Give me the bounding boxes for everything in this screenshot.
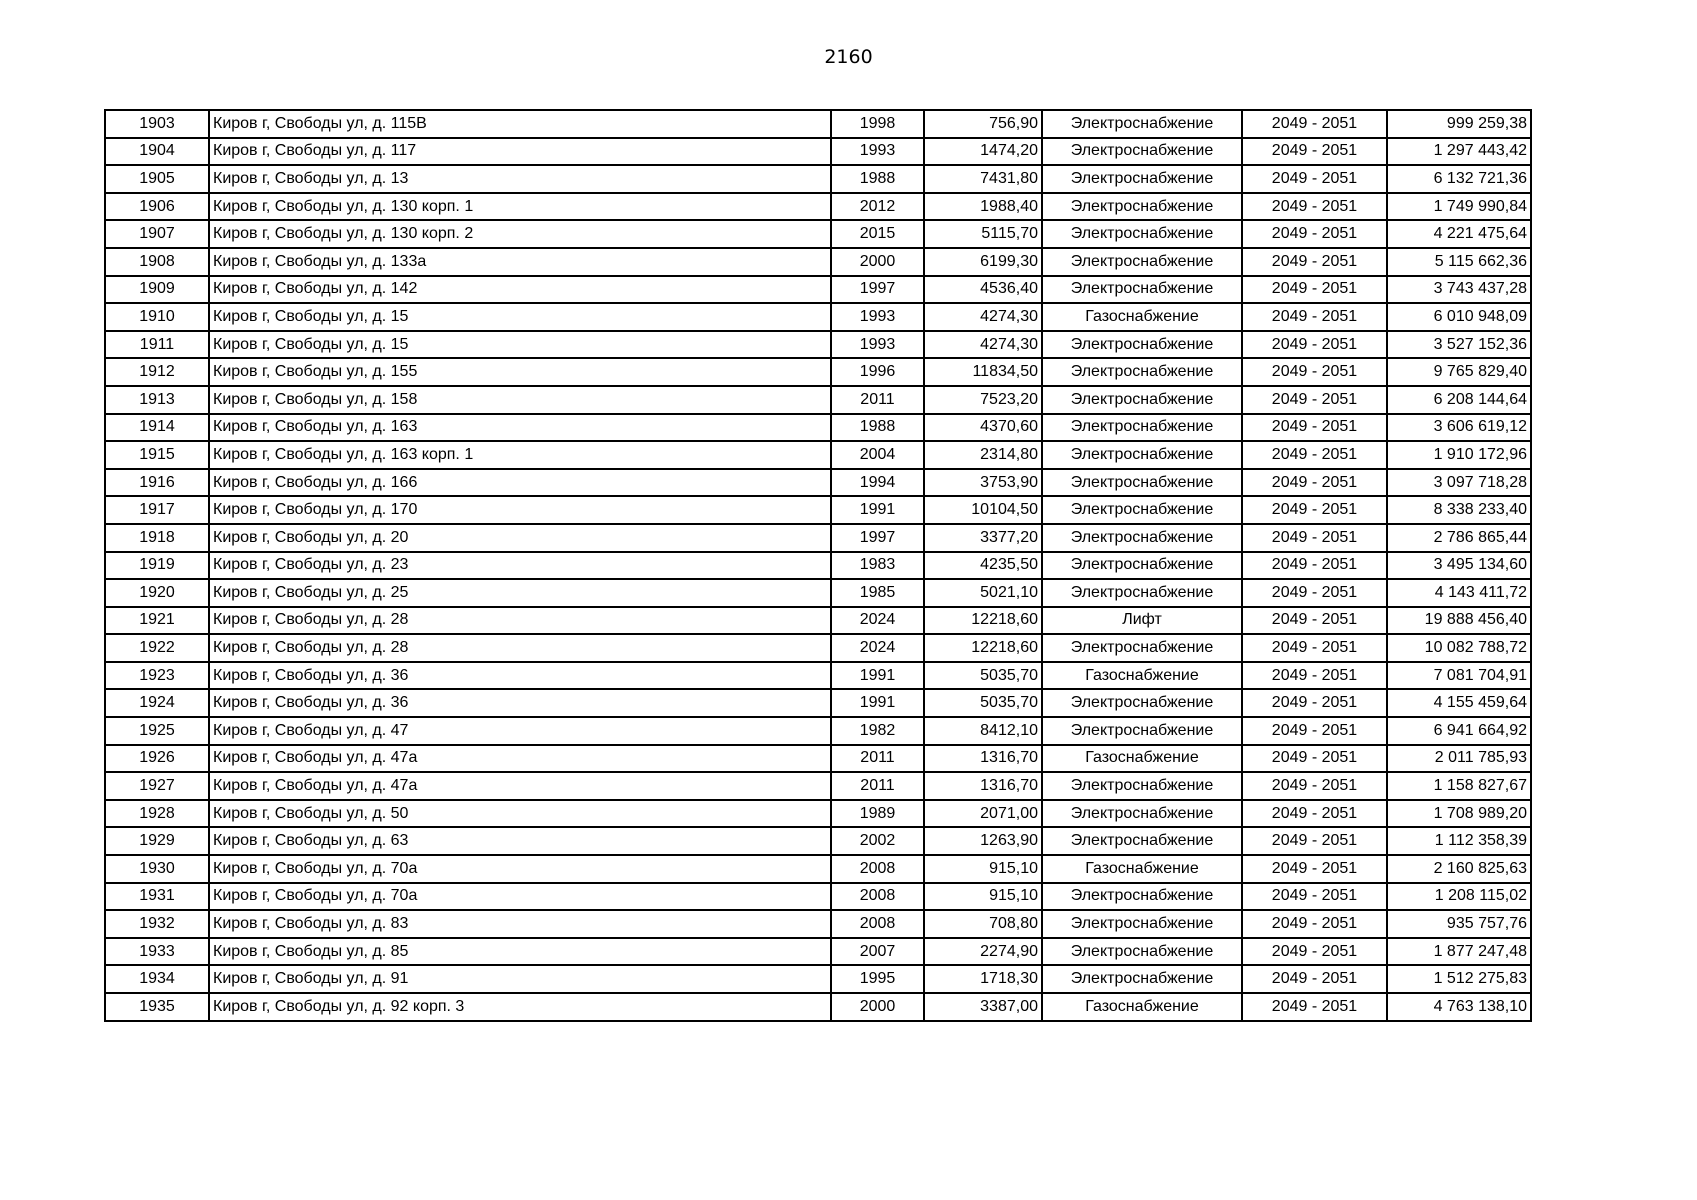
cost-cell: 7 081 704,91 — [1387, 662, 1531, 690]
row-number-cell: 1931 — [105, 883, 209, 911]
address-cell: Киров г, Свободы ул, д. 130 корп. 1 — [209, 193, 831, 221]
area-cell: 1316,70 — [924, 772, 1042, 800]
area-cell: 2071,00 — [924, 800, 1042, 828]
row-number-cell: 1904 — [105, 138, 209, 166]
year-cell: 2024 — [831, 634, 924, 662]
service-cell: Электроснабжение — [1042, 165, 1242, 193]
area-cell: 1718,30 — [924, 965, 1042, 993]
cost-cell: 4 763 138,10 — [1387, 993, 1531, 1021]
period-cell: 2049 - 2051 — [1242, 358, 1387, 386]
service-cell: Электроснабжение — [1042, 138, 1242, 166]
area-cell: 11834,50 — [924, 358, 1042, 386]
address-cell: Киров г, Свободы ул, д. 23 — [209, 552, 831, 580]
address-cell: Киров г, Свободы ул, д. 163 корп. 1 — [209, 441, 831, 469]
row-number-cell: 1935 — [105, 993, 209, 1021]
table-row — [105, 441, 1531, 469]
cost-cell: 1 749 990,84 — [1387, 193, 1531, 221]
cost-cell: 6 132 721,36 — [1387, 165, 1531, 193]
service-cell: Электроснабжение — [1042, 496, 1242, 524]
table-row — [105, 414, 1531, 442]
area-cell: 3753,90 — [924, 469, 1042, 497]
year-cell: 1988 — [831, 165, 924, 193]
year-cell: 1988 — [831, 414, 924, 442]
row-number-cell: 1912 — [105, 358, 209, 386]
address-cell: Киров г, Свободы ул, д. 15 — [209, 331, 831, 359]
period-cell: 2049 - 2051 — [1242, 220, 1387, 248]
area-cell: 10104,50 — [924, 496, 1042, 524]
table-row — [105, 496, 1531, 524]
cost-cell: 9 765 829,40 — [1387, 358, 1531, 386]
address-cell: Киров г, Свободы ул, д. 83 — [209, 910, 831, 938]
table-row — [105, 993, 1531, 1021]
cost-cell: 6 941 664,92 — [1387, 717, 1531, 745]
year-cell: 2002 — [831, 827, 924, 855]
service-cell: Электроснабжение — [1042, 469, 1242, 497]
area-cell: 7523,20 — [924, 386, 1042, 414]
table-row — [105, 579, 1531, 607]
cost-cell: 6 208 144,64 — [1387, 386, 1531, 414]
service-cell: Газоснабжение — [1042, 855, 1242, 883]
service-cell: Электроснабжение — [1042, 827, 1242, 855]
address-cell: Киров г, Свободы ул, д. 170 — [209, 496, 831, 524]
service-cell: Электроснабжение — [1042, 110, 1242, 138]
period-cell: 2049 - 2051 — [1242, 745, 1387, 773]
area-cell: 4235,50 — [924, 552, 1042, 580]
table-row — [105, 303, 1531, 331]
table-row — [105, 745, 1531, 773]
service-cell: Электроснабжение — [1042, 689, 1242, 717]
cost-cell: 3 743 437,28 — [1387, 276, 1531, 304]
service-cell: Газоснабжение — [1042, 745, 1242, 773]
service-cell: Электроснабжение — [1042, 220, 1242, 248]
address-cell: Киров г, Свободы ул, д. 47а — [209, 745, 831, 773]
period-cell: 2049 - 2051 — [1242, 662, 1387, 690]
address-cell: Киров г, Свободы ул, д. 47 — [209, 717, 831, 745]
cost-cell: 1 112 358,39 — [1387, 827, 1531, 855]
table-row — [105, 800, 1531, 828]
row-number-cell: 1924 — [105, 689, 209, 717]
address-cell: Киров г, Свободы ул, д. 142 — [209, 276, 831, 304]
row-number-cell: 1914 — [105, 414, 209, 442]
address-cell: Киров г, Свободы ул, д. 28 — [209, 634, 831, 662]
row-number-cell: 1920 — [105, 579, 209, 607]
cost-cell: 1 512 275,83 — [1387, 965, 1531, 993]
service-cell: Электроснабжение — [1042, 331, 1242, 359]
address-cell: Киров г, Свободы ул, д. 166 — [209, 469, 831, 497]
period-cell: 2049 - 2051 — [1242, 883, 1387, 911]
year-cell: 2008 — [831, 883, 924, 911]
service-cell: Электроснабжение — [1042, 965, 1242, 993]
address-cell: Киров г, Свободы ул, д. 158 — [209, 386, 831, 414]
service-cell: Электроснабжение — [1042, 883, 1242, 911]
row-number-cell: 1921 — [105, 607, 209, 635]
period-cell: 2049 - 2051 — [1242, 938, 1387, 966]
period-cell: 2049 - 2051 — [1242, 717, 1387, 745]
area-cell: 7431,80 — [924, 165, 1042, 193]
period-cell: 2049 - 2051 — [1242, 772, 1387, 800]
cost-cell: 4 143 411,72 — [1387, 579, 1531, 607]
area-cell: 2314,80 — [924, 441, 1042, 469]
address-cell: Киров г, Свободы ул, д. 130 корп. 2 — [209, 220, 831, 248]
row-number-cell: 1922 — [105, 634, 209, 662]
cost-cell: 999 259,38 — [1387, 110, 1531, 138]
year-cell: 1997 — [831, 276, 924, 304]
row-number-cell: 1930 — [105, 855, 209, 883]
service-cell: Электроснабжение — [1042, 524, 1242, 552]
area-cell: 5035,70 — [924, 689, 1042, 717]
address-cell: Киров г, Свободы ул, д. 36 — [209, 662, 831, 690]
address-cell: Киров г, Свободы ул, д. 70а — [209, 855, 831, 883]
row-number-cell: 1907 — [105, 220, 209, 248]
service-cell: Электроснабжение — [1042, 579, 1242, 607]
service-cell: Электроснабжение — [1042, 717, 1242, 745]
period-cell: 2049 - 2051 — [1242, 855, 1387, 883]
area-cell: 2274,90 — [924, 938, 1042, 966]
year-cell: 1993 — [831, 331, 924, 359]
row-number-cell: 1911 — [105, 331, 209, 359]
service-cell: Газоснабжение — [1042, 993, 1242, 1021]
service-cell: Электроснабжение — [1042, 800, 1242, 828]
cost-cell: 935 757,76 — [1387, 910, 1531, 938]
period-cell: 2049 - 2051 — [1242, 552, 1387, 580]
period-cell: 2049 - 2051 — [1242, 414, 1387, 442]
address-cell: Киров г, Свободы ул, д. 133а — [209, 248, 831, 276]
year-cell: 1989 — [831, 800, 924, 828]
row-number-cell: 1927 — [105, 772, 209, 800]
registry-table-body — [105, 110, 1531, 1021]
row-number-cell: 1915 — [105, 441, 209, 469]
address-cell: Киров г, Свободы ул, д. 13 — [209, 165, 831, 193]
period-cell: 2049 - 2051 — [1242, 689, 1387, 717]
period-cell: 2049 - 2051 — [1242, 138, 1387, 166]
year-cell: 1982 — [831, 717, 924, 745]
row-number-cell: 1934 — [105, 965, 209, 993]
table-row — [105, 165, 1531, 193]
row-number-cell: 1910 — [105, 303, 209, 331]
cost-cell: 4 155 459,64 — [1387, 689, 1531, 717]
year-cell: 1997 — [831, 524, 924, 552]
cost-cell: 1 208 115,02 — [1387, 883, 1531, 911]
year-cell: 1983 — [831, 552, 924, 580]
table-row — [105, 662, 1531, 690]
area-cell: 4536,40 — [924, 276, 1042, 304]
table-row — [105, 607, 1531, 635]
period-cell: 2049 - 2051 — [1242, 910, 1387, 938]
service-cell: Газоснабжение — [1042, 662, 1242, 690]
area-cell: 3377,20 — [924, 524, 1042, 552]
service-cell: Электроснабжение — [1042, 938, 1242, 966]
period-cell: 2049 - 2051 — [1242, 193, 1387, 221]
area-cell: 915,10 — [924, 855, 1042, 883]
table-row — [105, 276, 1531, 304]
year-cell: 1998 — [831, 110, 924, 138]
page-number: 2160 — [824, 46, 873, 68]
period-cell: 2049 - 2051 — [1242, 965, 1387, 993]
cost-cell: 1 877 247,48 — [1387, 938, 1531, 966]
row-number-cell: 1933 — [105, 938, 209, 966]
row-number-cell: 1925 — [105, 717, 209, 745]
row-number-cell: 1917 — [105, 496, 209, 524]
cost-cell: 3 097 718,28 — [1387, 469, 1531, 497]
year-cell: 1994 — [831, 469, 924, 497]
year-cell: 1995 — [831, 965, 924, 993]
table-row — [105, 248, 1531, 276]
table-row — [105, 634, 1531, 662]
address-cell: Киров г, Свободы ул, д. 91 — [209, 965, 831, 993]
area-cell: 5035,70 — [924, 662, 1042, 690]
service-cell: Электроснабжение — [1042, 441, 1242, 469]
service-cell: Электроснабжение — [1042, 552, 1242, 580]
cost-cell: 19 888 456,40 — [1387, 607, 1531, 635]
period-cell: 2049 - 2051 — [1242, 248, 1387, 276]
area-cell: 4274,30 — [924, 331, 1042, 359]
cost-cell: 1 910 172,96 — [1387, 441, 1531, 469]
area-cell: 5115,70 — [924, 220, 1042, 248]
year-cell: 1991 — [831, 496, 924, 524]
service-cell: Электроснабжение — [1042, 910, 1242, 938]
address-cell: Киров г, Свободы ул, д. 28 — [209, 607, 831, 635]
year-cell: 2000 — [831, 993, 924, 1021]
period-cell: 2049 - 2051 — [1242, 165, 1387, 193]
table-row — [105, 827, 1531, 855]
address-cell: Киров г, Свободы ул, д. 36 — [209, 689, 831, 717]
service-cell: Электроснабжение — [1042, 772, 1242, 800]
period-cell: 2049 - 2051 — [1242, 524, 1387, 552]
period-cell: 2049 - 2051 — [1242, 303, 1387, 331]
service-cell: Электроснабжение — [1042, 358, 1242, 386]
address-cell: Киров г, Свободы ул, д. 15 — [209, 303, 831, 331]
area-cell: 12218,60 — [924, 607, 1042, 635]
address-cell: Киров г, Свободы ул, д. 163 — [209, 414, 831, 442]
address-cell: Киров г, Свободы ул, д. 85 — [209, 938, 831, 966]
period-cell: 2049 - 2051 — [1242, 607, 1387, 635]
row-number-cell: 1919 — [105, 552, 209, 580]
address-cell: Киров г, Свободы ул, д. 115В — [209, 110, 831, 138]
area-cell: 915,10 — [924, 883, 1042, 911]
service-cell: Электроснабжение — [1042, 276, 1242, 304]
row-number-cell: 1906 — [105, 193, 209, 221]
table-row — [105, 965, 1531, 993]
cost-cell: 6 010 948,09 — [1387, 303, 1531, 331]
area-cell: 12218,60 — [924, 634, 1042, 662]
row-number-cell: 1916 — [105, 469, 209, 497]
cost-cell: 1 158 827,67 — [1387, 772, 1531, 800]
row-number-cell: 1926 — [105, 745, 209, 773]
period-cell: 2049 - 2051 — [1242, 993, 1387, 1021]
year-cell: 2011 — [831, 772, 924, 800]
period-cell: 2049 - 2051 — [1242, 579, 1387, 607]
year-cell: 2011 — [831, 386, 924, 414]
area-cell: 1316,70 — [924, 745, 1042, 773]
address-cell: Киров г, Свободы ул, д. 117 — [209, 138, 831, 166]
cost-cell: 10 082 788,72 — [1387, 634, 1531, 662]
area-cell: 3387,00 — [924, 993, 1042, 1021]
address-cell: Киров г, Свободы ул, д. 155 — [209, 358, 831, 386]
service-cell: Электроснабжение — [1042, 414, 1242, 442]
address-cell: Киров г, Свободы ул, д. 47а — [209, 772, 831, 800]
period-cell: 2049 - 2051 — [1242, 496, 1387, 524]
table-row — [105, 772, 1531, 800]
year-cell: 2004 — [831, 441, 924, 469]
table-row — [105, 138, 1531, 166]
address-cell: Киров г, Свободы ул, д. 20 — [209, 524, 831, 552]
year-cell: 1991 — [831, 689, 924, 717]
area-cell: 756,90 — [924, 110, 1042, 138]
service-cell: Электроснабжение — [1042, 386, 1242, 414]
row-number-cell: 1928 — [105, 800, 209, 828]
area-cell: 4274,30 — [924, 303, 1042, 331]
period-cell: 2049 - 2051 — [1242, 469, 1387, 497]
year-cell: 1991 — [831, 662, 924, 690]
table-row — [105, 331, 1531, 359]
year-cell: 1996 — [831, 358, 924, 386]
table-row — [105, 220, 1531, 248]
period-cell: 2049 - 2051 — [1242, 331, 1387, 359]
cost-cell: 1 708 989,20 — [1387, 800, 1531, 828]
year-cell: 1993 — [831, 138, 924, 166]
address-cell: Киров г, Свободы ул, д. 92 корп. 3 — [209, 993, 831, 1021]
year-cell: 2015 — [831, 220, 924, 248]
cost-cell: 1 297 443,42 — [1387, 138, 1531, 166]
row-number-cell: 1918 — [105, 524, 209, 552]
service-cell: Электроснабжение — [1042, 634, 1242, 662]
row-number-cell: 1903 — [105, 110, 209, 138]
area-cell: 6199,30 — [924, 248, 1042, 276]
row-number-cell: 1932 — [105, 910, 209, 938]
table-row — [105, 910, 1531, 938]
table-row — [105, 855, 1531, 883]
address-cell: Киров г, Свободы ул, д. 50 — [209, 800, 831, 828]
area-cell: 8412,10 — [924, 717, 1042, 745]
period-cell: 2049 - 2051 — [1242, 827, 1387, 855]
table-row — [105, 358, 1531, 386]
address-cell: Киров г, Свободы ул, д. 25 — [209, 579, 831, 607]
year-cell: 2008 — [831, 910, 924, 938]
row-number-cell: 1905 — [105, 165, 209, 193]
cost-cell: 4 221 475,64 — [1387, 220, 1531, 248]
cost-cell: 2 011 785,93 — [1387, 745, 1531, 773]
service-cell: Электроснабжение — [1042, 193, 1242, 221]
row-number-cell: 1929 — [105, 827, 209, 855]
registry-table-wrapper — [104, 109, 1532, 1022]
table-row — [105, 717, 1531, 745]
year-cell: 2007 — [831, 938, 924, 966]
address-cell: Киров г, Свободы ул, д. 70а — [209, 883, 831, 911]
area-cell: 1988,40 — [924, 193, 1042, 221]
period-cell: 2049 - 2051 — [1242, 441, 1387, 469]
cost-cell: 8 338 233,40 — [1387, 496, 1531, 524]
row-number-cell: 1909 — [105, 276, 209, 304]
cost-cell: 2 160 825,63 — [1387, 855, 1531, 883]
service-cell: Газоснабжение — [1042, 303, 1242, 331]
cost-cell: 3 606 619,12 — [1387, 414, 1531, 442]
cost-cell: 5 115 662,36 — [1387, 248, 1531, 276]
table-row — [105, 386, 1531, 414]
area-cell: 708,80 — [924, 910, 1042, 938]
area-cell: 4370,60 — [924, 414, 1042, 442]
area-cell: 1474,20 — [924, 138, 1042, 166]
year-cell: 2024 — [831, 607, 924, 635]
area-cell: 5021,10 — [924, 579, 1042, 607]
year-cell: 1985 — [831, 579, 924, 607]
period-cell: 2049 - 2051 — [1242, 634, 1387, 662]
year-cell: 2011 — [831, 745, 924, 773]
row-number-cell: 1913 — [105, 386, 209, 414]
cost-cell: 2 786 865,44 — [1387, 524, 1531, 552]
period-cell: 2049 - 2051 — [1242, 276, 1387, 304]
table-row — [105, 469, 1531, 497]
registry-table — [104, 109, 1532, 1022]
row-number-cell: 1908 — [105, 248, 209, 276]
table-row — [105, 524, 1531, 552]
cost-cell: 3 527 152,36 — [1387, 331, 1531, 359]
table-row — [105, 193, 1531, 221]
row-number-cell: 1923 — [105, 662, 209, 690]
service-cell: Лифт — [1042, 607, 1242, 635]
table-row — [105, 938, 1531, 966]
cost-cell: 3 495 134,60 — [1387, 552, 1531, 580]
year-cell: 2012 — [831, 193, 924, 221]
year-cell: 2008 — [831, 855, 924, 883]
service-cell: Электроснабжение — [1042, 248, 1242, 276]
period-cell: 2049 - 2051 — [1242, 110, 1387, 138]
table-row — [105, 689, 1531, 717]
table-row — [105, 883, 1531, 911]
area-cell: 1263,90 — [924, 827, 1042, 855]
period-cell: 2049 - 2051 — [1242, 386, 1387, 414]
table-row — [105, 552, 1531, 580]
table-row — [105, 110, 1531, 138]
year-cell: 2000 — [831, 248, 924, 276]
period-cell: 2049 - 2051 — [1242, 800, 1387, 828]
year-cell: 1993 — [831, 303, 924, 331]
address-cell: Киров г, Свободы ул, д. 63 — [209, 827, 831, 855]
